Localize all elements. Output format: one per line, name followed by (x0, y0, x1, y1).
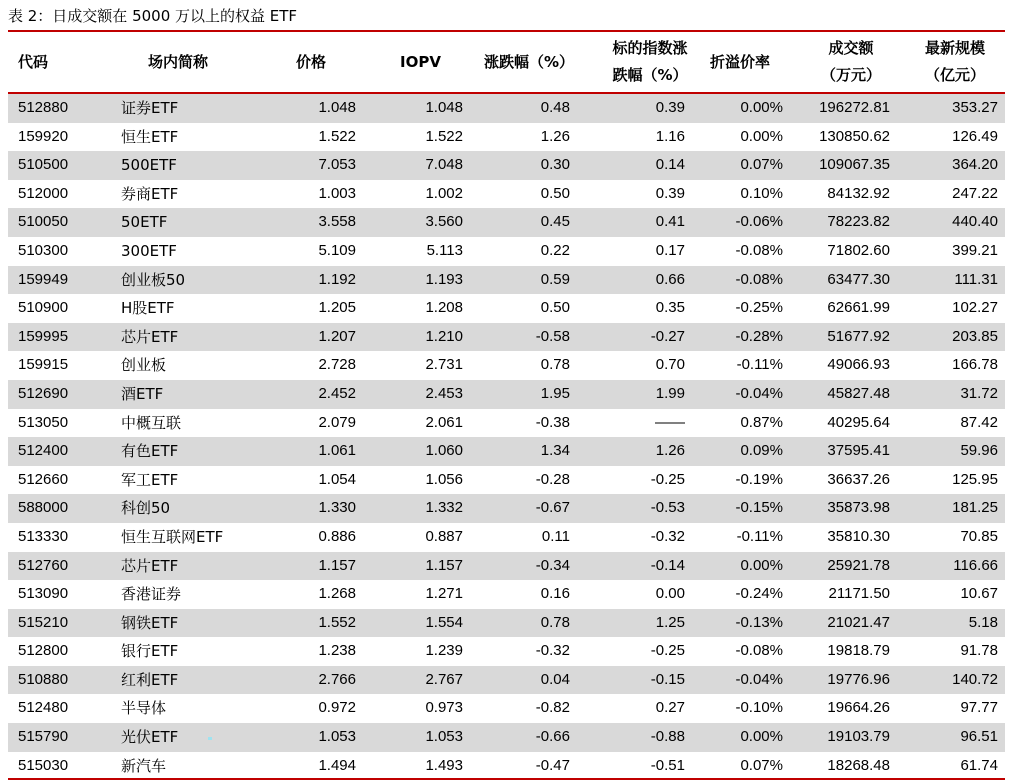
cell-change: 1.95 (540, 384, 570, 402)
cell-change: -0.28 (535, 470, 570, 488)
cell-name: 科创50 (121, 499, 171, 518)
cell-price: 3.558 (318, 213, 356, 231)
cell-premium: 0.00% (740, 127, 783, 145)
cell-volume: 51677.92 (827, 327, 890, 345)
cell-index-change: -0.25 (650, 470, 685, 488)
table-header (8, 32, 1005, 92)
cell-index-change: -0.51 (650, 756, 685, 774)
cell-index-change: 0.27 (655, 699, 685, 717)
cell-scale: 166.78 (952, 356, 998, 374)
header-volume-line1: 成交额 (828, 39, 874, 57)
table-caption: 表 2：日成交额在 5000 万以上的权益 ETF (8, 7, 298, 25)
cell-price: 1.054 (318, 470, 356, 488)
cell-price: 1.205 (318, 299, 356, 317)
header-index-change (600, 32, 700, 92)
cell-scale: 5.18 (968, 613, 998, 631)
cell-name: 光伏ETF (121, 728, 179, 747)
cell-premium: 0.09% (740, 442, 783, 460)
cell-iopv: 2.767 (425, 670, 463, 688)
cell-iopv: 1.208 (425, 299, 463, 317)
cell-volume: 19103.79 (827, 728, 890, 746)
cell-code: 510300 (18, 241, 69, 259)
cell-scale: 96.51 (960, 728, 998, 746)
cell-change: -0.67 (535, 499, 570, 517)
header-change (484, 32, 594, 92)
table-row (8, 151, 1005, 180)
cell-premium: -0.24% (735, 585, 783, 603)
cell-code: 159995 (18, 327, 69, 345)
cell-premium: 0.10% (740, 184, 783, 202)
header-name (148, 32, 268, 92)
cell-code: 512000 (18, 184, 69, 202)
cell-price: 1.061 (318, 442, 356, 460)
header-premium-label: 折溢价率 (710, 52, 771, 71)
cell-index-change: 0.35 (655, 299, 685, 317)
cell-price: 1.522 (318, 127, 356, 145)
cell-iopv: 1.053 (425, 728, 463, 746)
cell-name: H股ETF (121, 299, 175, 318)
cell-volume: 18268.48 (827, 756, 890, 774)
cell-scale: 31.72 (960, 384, 998, 402)
cell-scale: 364.20 (952, 156, 998, 174)
header-iopv (400, 32, 460, 92)
cell-change: -0.34 (535, 556, 570, 574)
cell-code: 512690 (18, 384, 69, 402)
cell-change: -0.47 (535, 756, 570, 774)
cell-iopv: 1.056 (425, 470, 463, 488)
cell-change: 0.22 (540, 241, 570, 259)
cell-index-change: 0.41 (655, 213, 685, 231)
cell-name: 军工ETF (121, 470, 179, 489)
cell-scale: 97.77 (960, 699, 998, 717)
table-row (8, 266, 1005, 295)
cell-code: 510900 (18, 299, 69, 317)
header-volume-line2: （万元） (820, 66, 881, 84)
table-row (8, 523, 1005, 552)
cell-premium: -0.08% (735, 642, 783, 660)
cell-volume: 19818.79 (827, 642, 890, 660)
table-row (8, 723, 1005, 752)
cell-name: 半导体 (121, 699, 167, 718)
cell-index-change: 1.25 (655, 613, 685, 631)
cell-code: 510880 (18, 670, 69, 688)
cell-price: 2.079 (318, 413, 356, 431)
cell-volume: 36637.26 (827, 470, 890, 488)
header-scale-line1: 最新规模 (924, 39, 985, 57)
cell-name: 创业板50 (121, 270, 186, 289)
header-price (296, 32, 356, 92)
cell-scale: 70.85 (960, 527, 998, 545)
cell-change: 0.04 (540, 670, 570, 688)
cell-code: 513330 (18, 527, 69, 545)
header-name-label: 场内简称 (148, 52, 209, 71)
cell-price: 2.728 (318, 356, 356, 374)
cell-iopv: 1.060 (425, 442, 463, 460)
cell-scale: 111.31 (954, 270, 998, 288)
cell-iopv: 1.048 (425, 99, 463, 116)
table-row (8, 237, 1005, 266)
cell-volume: 130850.62 (819, 127, 890, 145)
table-row (8, 609, 1005, 638)
cell-scale: 247.22 (952, 184, 998, 202)
cell-name: 有色ETF (121, 442, 179, 461)
cell-premium: 0.07% (740, 156, 783, 174)
cell-index-change: 0.14 (655, 156, 685, 174)
cell-price: 1.192 (318, 270, 356, 288)
cell-volume: 21021.47 (827, 613, 890, 631)
cell-price: 7.053 (318, 156, 356, 174)
cell-name: 钢铁ETF (121, 613, 179, 632)
cell-scale: 353.27 (952, 99, 998, 116)
cell-scale: 91.78 (960, 642, 998, 660)
cell-scale: 61.74 (960, 756, 998, 774)
cell-code: 513090 (18, 585, 69, 603)
table-row (8, 94, 1005, 123)
cell-change: 0.50 (540, 299, 570, 317)
cell-code: 512800 (18, 642, 69, 660)
header-volume (806, 32, 896, 92)
cell-name: 300ETF (121, 241, 177, 260)
cell-change: -0.66 (535, 728, 570, 746)
cell-iopv: 1.332 (425, 499, 463, 517)
cell-change: -0.38 (535, 413, 570, 431)
cell-scale: 203.85 (952, 327, 998, 345)
cell-scale: 399.21 (952, 241, 998, 259)
cell-name: 500ETF (121, 156, 177, 175)
cell-scale: 10.67 (960, 585, 998, 603)
cell-index-change: 1.99 (655, 384, 685, 402)
cell-price: 1.157 (318, 556, 356, 574)
table-row (8, 666, 1005, 695)
cell-change: 0.50 (540, 184, 570, 202)
cell-index-change: 1.26 (655, 442, 685, 460)
cell-scale: 87.42 (960, 413, 998, 431)
cell-premium: -0.04% (735, 670, 783, 688)
cell-code: 159915 (18, 356, 69, 374)
cell-index-change: -0.15 (650, 670, 685, 688)
table-row (8, 380, 1005, 409)
cell-change: 0.78 (540, 613, 570, 631)
table-row (8, 694, 1005, 723)
cell-volume: 78223.82 (827, 213, 890, 231)
cell-scale: 440.40 (952, 213, 998, 231)
cell-price: 1.207 (318, 327, 356, 345)
cell-premium: -0.08% (735, 270, 783, 288)
header-premium (710, 32, 800, 92)
header-index-change-line1: 标的指数涨 (612, 39, 688, 57)
cell-volume: 63477.30 (827, 270, 890, 288)
header-scale-line2: （亿元） (924, 66, 985, 84)
cell-iopv: 1.522 (425, 127, 463, 145)
cell-price: 2.766 (318, 670, 356, 688)
cell-iopv: 1.239 (425, 642, 463, 660)
cell-premium: 0.87% (740, 413, 783, 431)
cell-index-change: 0.39 (655, 184, 685, 202)
cell-premium: -0.11% (736, 527, 783, 545)
cell-iopv: 5.113 (426, 241, 463, 259)
cell-index-change: -0.27 (650, 327, 685, 345)
table-row (8, 409, 1005, 438)
cell-iopv: 1.271 (425, 585, 463, 603)
cell-code: 513050 (18, 413, 69, 431)
header-code-label: 代码 (18, 52, 49, 71)
cell-premium: -0.15% (735, 499, 783, 517)
table-row (8, 294, 1005, 323)
cell-price: 0.886 (318, 527, 356, 545)
cell-price: 2.452 (318, 384, 356, 402)
cell-change: -0.82 (535, 699, 570, 717)
cell-name: 券商ETF (121, 184, 179, 203)
cell-change: 0.16 (540, 585, 570, 603)
cell-change: 1.26 (540, 127, 570, 145)
cell-scale: 116.66 (953, 556, 998, 574)
cell-iopv: 2.061 (425, 413, 463, 431)
cell-premium: -0.04% (735, 384, 783, 402)
cell-name: 芯片ETF (121, 327, 179, 346)
artifact-dot (208, 737, 212, 740)
header-change-label: 涨跌幅（%） (484, 52, 575, 71)
table-row (8, 437, 1005, 466)
header-scale (910, 32, 1000, 92)
table-row (8, 637, 1005, 666)
cell-code: 512660 (18, 470, 69, 488)
cell-iopv: 0.887 (425, 527, 463, 545)
cell-index-change: -0.32 (650, 527, 685, 545)
cell-premium: 0.00% (740, 728, 783, 746)
cell-volume: 71802.60 (827, 241, 890, 259)
cell-volume: 62661.99 (827, 299, 890, 317)
cell-change: 1.34 (540, 442, 570, 460)
cell-scale: 140.72 (952, 670, 998, 688)
cell-name: 银行ETF (121, 642, 179, 661)
header-code (18, 32, 78, 92)
cell-volume: 196272.81 (819, 99, 890, 116)
table-row (8, 180, 1005, 209)
table-body (8, 94, 1005, 780)
cell-iopv: 1.210 (425, 327, 463, 345)
cell-price: 1.268 (318, 585, 356, 603)
cell-premium: -0.28% (735, 327, 783, 345)
cell-premium: -0.25% (735, 299, 783, 317)
cell-index-change: 0.66 (655, 270, 685, 288)
cell-premium: -0.08% (735, 241, 783, 259)
header-iopv-label: IOPV (400, 52, 441, 71)
table-row (8, 208, 1005, 237)
cell-code: 588000 (18, 499, 69, 517)
cell-name: 证券ETF (121, 99, 179, 117)
cell-volume: 21171.50 (828, 585, 890, 603)
cell-change: 0.11 (541, 527, 570, 545)
cell-iopv: 1.193 (425, 270, 463, 288)
cell-iopv: 1.157 (425, 556, 463, 574)
cell-scale: 102.27 (952, 299, 998, 317)
cell-price: 1.238 (318, 642, 356, 660)
cell-price: 1.048 (318, 99, 356, 116)
cell-index-change: -0.88 (650, 728, 685, 746)
table-row (8, 552, 1005, 581)
cell-volume: 45827.48 (827, 384, 890, 402)
cell-premium: -0.13% (735, 613, 783, 631)
cell-index-change: -0.53 (650, 499, 685, 517)
cell-name: 恒生ETF (121, 127, 179, 146)
cell-iopv: 0.973 (425, 699, 463, 717)
cell-volume: 109067.35 (819, 156, 890, 174)
header-price-label: 价格 (296, 52, 327, 71)
cell-volume: 25921.78 (827, 556, 890, 574)
cell-index-change: 0.17 (655, 241, 685, 259)
cell-code: 510500 (18, 156, 69, 174)
cell-iopv: 7.048 (425, 156, 463, 174)
cell-scale: 181.25 (952, 499, 998, 517)
cell-code: 159949 (18, 270, 69, 288)
cell-price: 1.053 (318, 728, 356, 746)
cell-volume: 49066.93 (827, 356, 890, 374)
cell-volume: 35810.30 (827, 527, 890, 545)
cell-code: 159920 (18, 127, 69, 145)
cell-iopv: 3.560 (425, 213, 463, 231)
cell-name: 恒生互联网ETF (121, 527, 224, 546)
cell-premium: -0.11% (736, 356, 783, 374)
cell-iopv: 1.002 (425, 184, 463, 202)
cell-volume: 37595.41 (827, 442, 890, 460)
cell-price: 1.552 (318, 613, 356, 631)
cell-premium: 0.00% (740, 99, 783, 116)
cell-index-change: 1.16 (655, 127, 685, 145)
cell-volume: 35873.98 (827, 499, 890, 517)
cell-price: 1.330 (318, 499, 356, 517)
cell-name: 酒ETF (121, 384, 164, 403)
cell-scale: 126.49 (952, 127, 998, 145)
cell-scale: 59.96 (960, 442, 998, 460)
cell-name: 红利ETF (121, 670, 179, 689)
cell-index-change: —— (655, 413, 685, 431)
cell-code: 512400 (18, 442, 69, 460)
cell-index-change: 0.70 (655, 356, 685, 374)
cell-name: 中概互联 (121, 413, 182, 432)
cell-volume: 84132.92 (827, 184, 890, 202)
cell-index-change: -0.25 (650, 642, 685, 660)
cell-volume: 19776.96 (827, 670, 890, 688)
cell-iopv: 1.493 (425, 756, 463, 774)
cell-change: 0.59 (540, 270, 570, 288)
cell-code: 515210 (18, 613, 69, 631)
cell-change: 0.48 (540, 99, 570, 116)
cell-change: 0.30 (540, 156, 570, 174)
cell-volume: 40295.64 (827, 413, 890, 431)
table-row (8, 466, 1005, 495)
cell-volume: 19664.26 (827, 699, 890, 717)
cell-code: 512760 (18, 556, 69, 574)
cell-code: 510050 (18, 213, 69, 231)
table-row (8, 123, 1005, 152)
cell-code: 512480 (18, 699, 69, 717)
table-row (8, 752, 1005, 780)
cell-premium: 0.00% (740, 556, 783, 574)
table-row (8, 323, 1005, 352)
cell-premium: -0.19% (735, 470, 783, 488)
cell-change: -0.58 (535, 327, 570, 345)
cell-iopv: 2.453 (425, 384, 463, 402)
cell-iopv: 1.554 (425, 613, 463, 631)
cell-name: 芯片ETF (121, 556, 179, 575)
cell-code: 515790 (18, 728, 69, 746)
cell-price: 0.972 (318, 699, 356, 717)
cell-name: 新汽车 (121, 756, 167, 775)
cell-name: 创业板 (121, 356, 167, 375)
cell-change: 0.78 (540, 356, 570, 374)
cell-code: 515030 (18, 756, 69, 774)
cell-premium: -0.10% (735, 699, 783, 717)
cell-price: 5.109 (318, 241, 356, 259)
cell-code: 512880 (18, 99, 69, 116)
cell-name: 50ETF (121, 213, 168, 232)
table-row (8, 351, 1005, 380)
cell-index-change: 0.39 (655, 99, 685, 116)
table-row (8, 580, 1005, 609)
cell-scale: 125.95 (952, 470, 998, 488)
cell-index-change: 0.00 (655, 585, 685, 603)
cell-change: 0.45 (540, 213, 570, 231)
cell-name: 香港证券 (121, 585, 182, 604)
cell-iopv: 2.731 (425, 356, 463, 374)
cell-index-change: -0.14 (650, 556, 685, 574)
table-row (8, 494, 1005, 523)
header-index-change-line2: 跌幅（%） (612, 66, 688, 84)
cell-premium: 0.07% (740, 756, 783, 774)
cell-change: -0.32 (535, 642, 570, 660)
cell-price: 1.494 (318, 756, 356, 774)
cell-price: 1.003 (318, 184, 356, 202)
cell-premium: -0.06% (735, 213, 783, 231)
